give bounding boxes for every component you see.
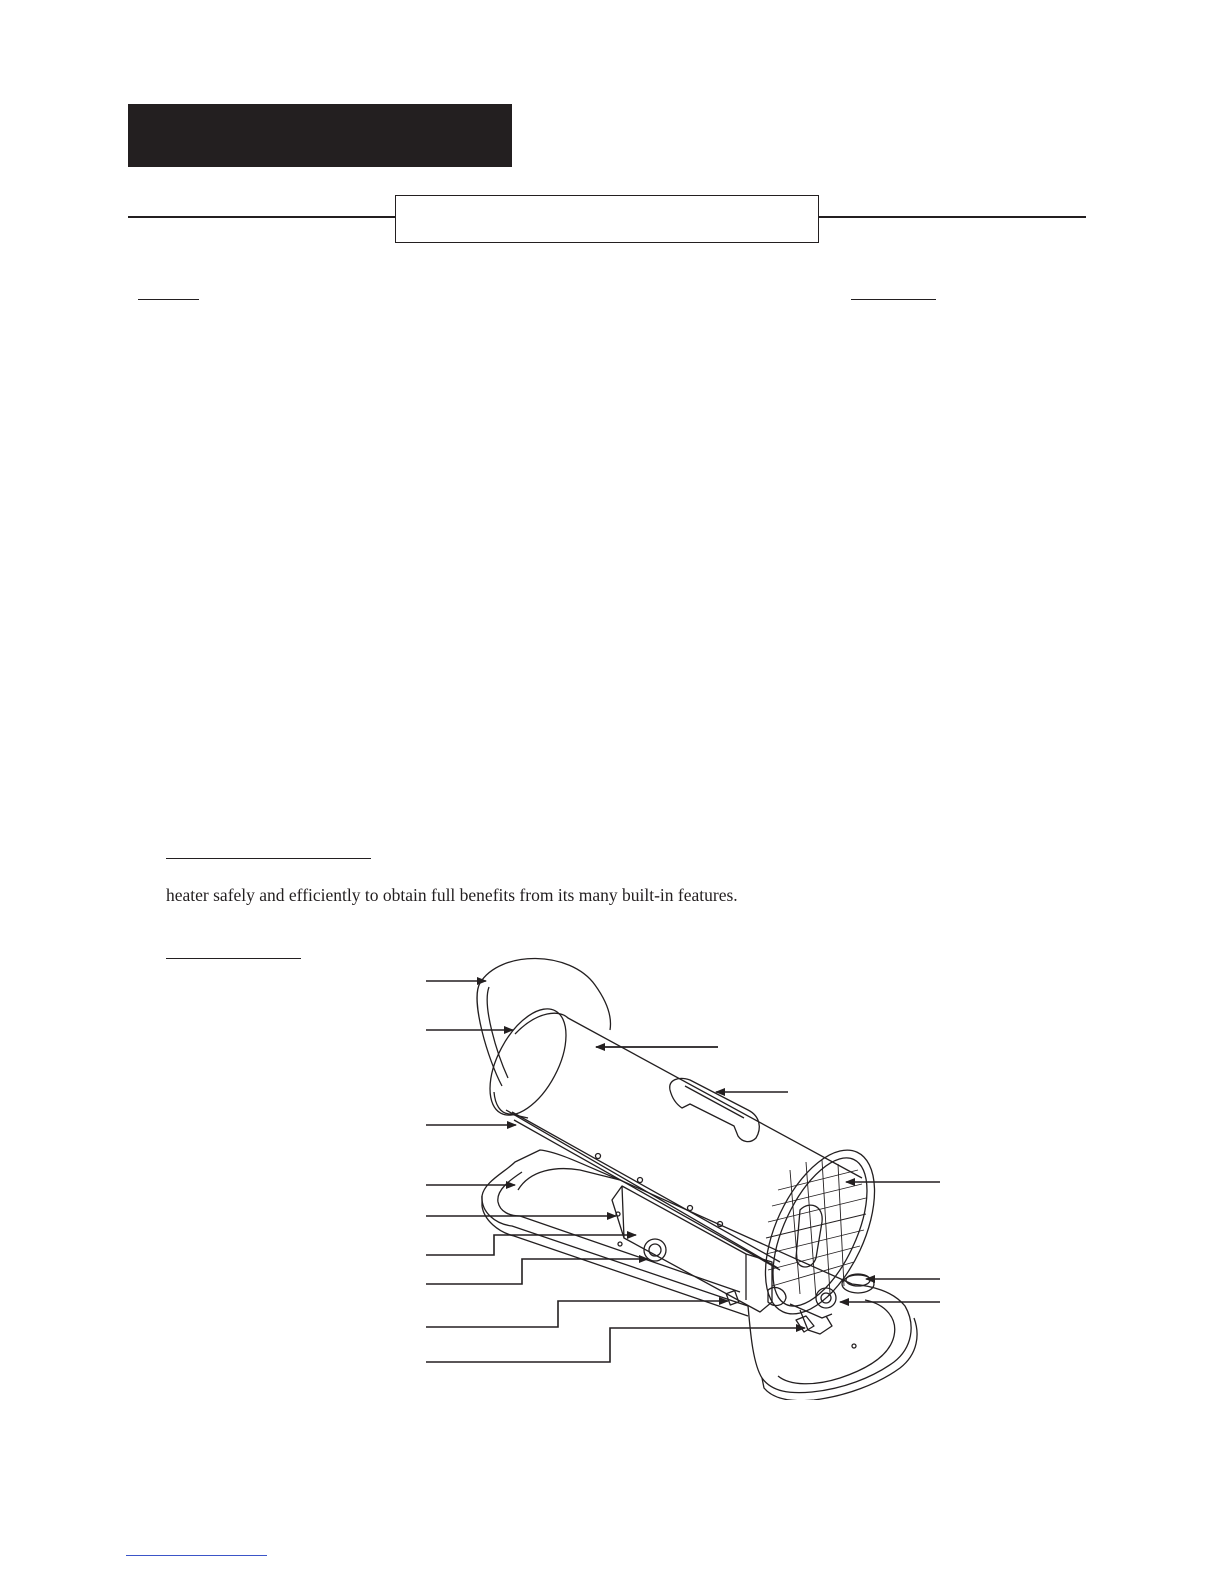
heater-drawing xyxy=(474,958,917,1400)
column-heading-underline-left xyxy=(138,299,199,300)
title-rule-left xyxy=(128,216,395,218)
title-rule-right xyxy=(818,216,1086,218)
section-header-block xyxy=(128,104,512,167)
callout-power-switch xyxy=(426,1301,728,1327)
rear-guard xyxy=(477,958,610,1086)
base-tray-rim xyxy=(482,1196,917,1400)
base-tray-outline xyxy=(482,1150,911,1393)
grill-center xyxy=(796,1205,822,1267)
cylinder-bottom-edge xyxy=(494,1092,528,1118)
column-heading-underline-right xyxy=(851,299,936,300)
intro-heading-underline xyxy=(166,858,371,859)
intro-text: heater safely and efficiently to obtain full benefits from its many built-in features. xyxy=(166,885,738,905)
control-box xyxy=(612,1186,772,1312)
grill-bars xyxy=(766,1160,866,1298)
heater-parts-diagram xyxy=(420,950,960,1400)
callout-power-cord xyxy=(426,1328,805,1362)
power-switch xyxy=(726,1291,739,1305)
title-box xyxy=(395,195,819,243)
callout-thermostat-knob xyxy=(426,1259,648,1284)
parts-heading-underline xyxy=(166,958,301,959)
carry-handle xyxy=(670,1078,760,1141)
footer-link-underline[interactable] xyxy=(126,1555,267,1556)
